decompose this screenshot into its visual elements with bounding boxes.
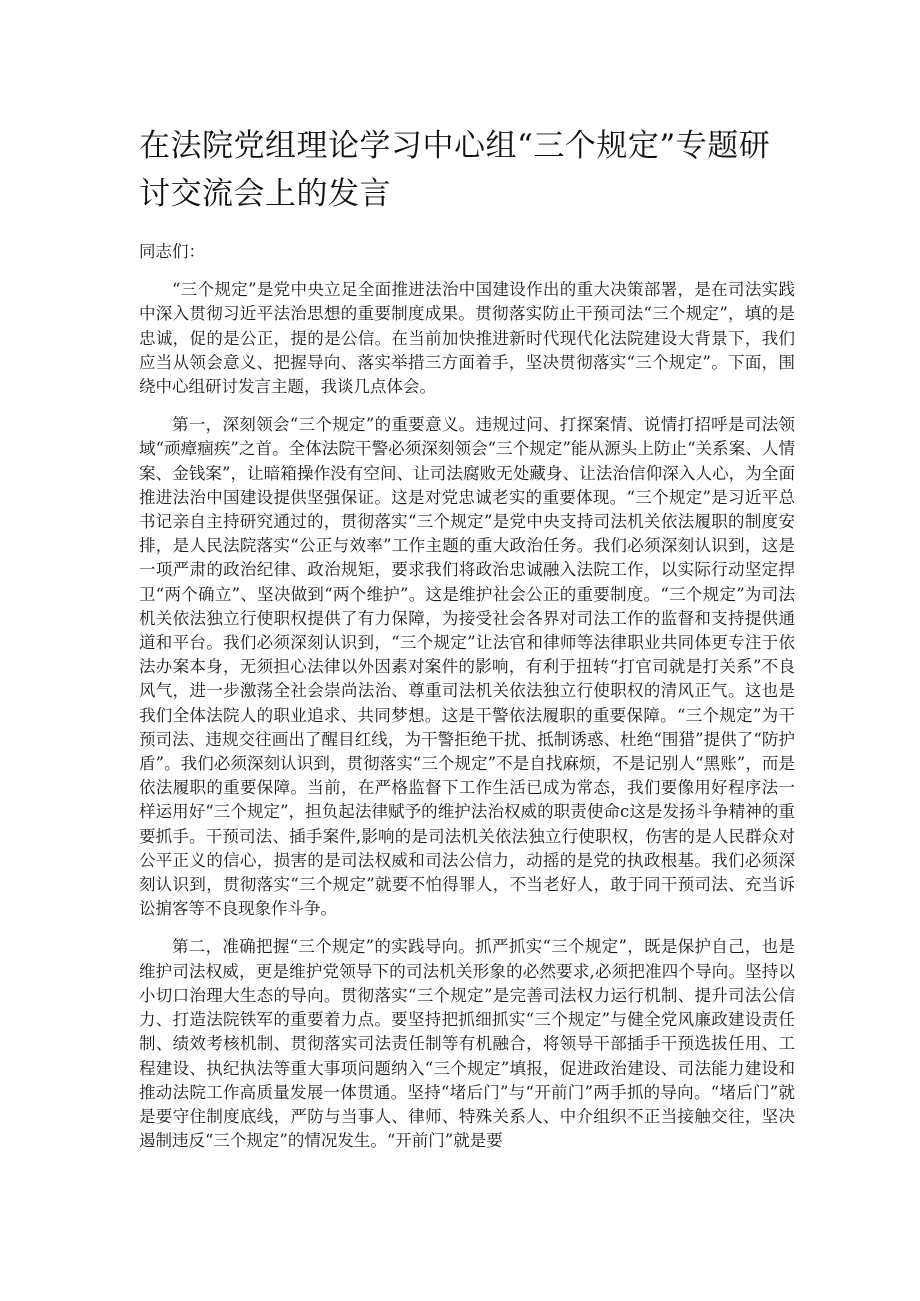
document-body — [139, 240, 795, 1153]
salutation: 同志们： — [139, 242, 205, 261]
paragraph-second-point: 第二，准确把握“三个规定”的实践导向。抓严抓实“三个规定”，既是保护自己，也是维护司法权威，更是维护党领导下的司法机关形象的必然要求,必须把准四个导向。坚持以小切口治理大生态的导向。贯彻落实“三个规定”是完善司法权力运行机制、提升司法公信力、打造法院铁军的重要着力点。要坚持把抓细抓实“三个规定”与健全党风廉政建设责任制、绩效考核机制、贯彻落实司法责任制等有机融合，将领导干部插手干预选拔任用、工程建设、执纪执法等重大事项问题纳入“三个规定”填报，促进政治建设、司法能力建设和推动法院工作高质量发展一体贯通。坚持“堵后门”与“开前门”两手抓的导向。“堵后门”就是要守住制度底线，严防与当事人、律师、特殊关系人、中介组织不正当接触交往，坚决遏制违反“三个规定”的情况发生。“开前门”就是要 — [139, 937, 795, 1151]
document-title: 在法院党组理论学习中心组“三个规定”专题研讨交流会上的发言 — [139, 128, 771, 212]
paragraph-first-point: 第一，深刻领会“三个规定”的重要意义。违规过问、打探案情、说情打招呼是司法领域“顽瘴痼疾”之首。全体法院干警必须深刻领会“三个规定”能从源头上防止“关系案、人情案、金钱案”，让暗箱操作没有空间、让司法腐败无处藏身、让法治信仰深入人心，为全面推进法治中国建设提供坚强保证。这是对党忠诚老实的重要体现。“三个规定”是习近平总书记亲自主持研究通过的，贯彻落实“三个规定”是党中央支持司法机关依法履职的制度安排，是人民法院落实“公正与效率”工作主题的重大政治任务。我们必须深刻认识到，这是一项严肃的政治纪律、政治规矩，要求我们将政治忠诚融入法院工作，以实际行动坚定捍卫“两个确立”、坚决做到“两个维护”。这是维护社会公正的重要制度。“三个规定”为司法机关依法独立行使职权提供了有力保障，为接受社会各界对司法工作的监督和支持提供通道和平台。我们必须深刻认识到，“三个规定”让法官和律师等法律职业共同体更专注于依法办案本身，无须担心法律以外因素对案件的影响，有利于扭转“打官司就是打关系”不良风气，进一步激荡全社会崇尚法治、尊重司法机关依法独立行使职权的清风正气。这也是我们全体法院人的职业追求、共同梦想。这是干警依法履职的重要保障。“三个规定”为干预司法、违规交往画出了醒目红线，为干警拒绝干扰、抵制诱惑、杜绝“围猎”提供了“防护盾”。我们必须深刻认识到，贯彻落实“三个规定”不是自找麻烦，不是记别人“黑账”，而是依法履职的重要保障。当前，在严格监督下工作生活已成为常态，我们要像用好程序法一样运用好“三个规定”，担负起法律赋予的维护法治权威的职责使命c这是发扬斗争精神的重要抓手。干预司法、插手案件,影响的是司法机关依法独立行使职权，伤害的是人民群众对公平正义的信心，损害的是司法权威和司法公信力，动摇的是党的执政根基。我们必须深刻认识到，贯彻落实“三个规定”就要不怕得罪人，不当老好人，敢于同干预司法、充当诉讼掮客等不良现象作斗争。 — [139, 415, 795, 919]
paragraph-intro: “三个规定”是党中央立足全面推进法治中国建设作出的重大决策部署，是在司法实践中深入贯彻习近平法治思想的重要制度成果。贯彻落实防止干预司法“三个规定”，填的是忠诚，促的是公正，提的是公信。在当前加快推进新时代现代化法院建设大背景下，我们应当从领会意义、把握导向、落实举措三方面着手，坚决贯彻落实“三个规定”。下面，围绕中心组研讨发言主题，我谈几点体会。 — [139, 280, 795, 397]
document-content — [139, 122, 795, 1167]
